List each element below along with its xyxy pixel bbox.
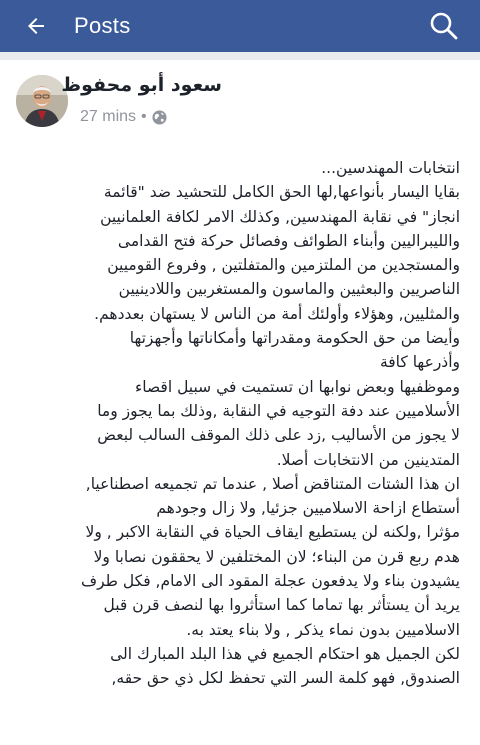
author-name[interactable]: سعود أبو محفوظ — [61, 74, 222, 96]
post-text-line: انجاز" في نقابة المهندسين, وكذلك الامر لكافة العلمانيين — [100, 207, 460, 226]
post-body — [14, 156, 460, 691]
post-text-line: ان هذا الشتات المتناقض أصلا , عندما تم تجميعه اصطناعيا, — [85, 474, 460, 493]
post-text-line: لكن الجميل هو احتكام الجميع في هذا البلد المبارك الى — [110, 644, 460, 663]
post-text-line: وأيضا من حق الحكومة ومقدراتها وأمكاناتها وأجهزتها — [129, 329, 460, 348]
post-text-line: الأسلاميين عند دفة التوجيه في النقابة ,وذلك بما يجوز وما — [97, 401, 460, 420]
post-text-line: مؤثرا ,ولكنه لن يستطيع ايقاف الحياة في النقابة الاكبر , ولا — [85, 523, 460, 542]
post-text-line: وموظفيها وبعض نوابها ان تستميت في سبيل اقصاء — [134, 377, 460, 396]
post-meta — [80, 108, 167, 126]
post-text-line: لا يجوز من الأساليب ,زد على ذلك الموقف السالب لبعض — [97, 426, 460, 445]
post-text-line: وأذرعها كافة — [379, 353, 460, 372]
post-text-line: هدم ربع قرن من البناء؛ لان المختلفين لا يحققون نصابا ولا — [93, 547, 460, 566]
post-text-line: بقايا اليسار بأنواعها,لها الحق الكامل للتحشيد ضد "قائمة — [103, 183, 460, 202]
meta-separator: • — [141, 108, 147, 125]
back-button[interactable] — [16, 6, 56, 46]
top-app-bar — [0, 0, 480, 52]
search-icon — [429, 11, 459, 41]
post-card — [0, 60, 480, 745]
profile-photo — [16, 75, 68, 127]
page-title: Posts — [74, 13, 131, 38]
search-button[interactable] — [424, 6, 464, 46]
avatar[interactable] — [16, 75, 68, 127]
post-text-line: والمستجدين من الملتزمين والمتفلتين , وفروع القوميين — [107, 256, 460, 275]
post-text-line: المتدينين من الانتخابات أصلا. — [276, 450, 460, 469]
post-text-line: الصندوق, فهو كلمة السر التي تحفظ لكل ذي حق حقه, — [111, 669, 460, 688]
post-text-line: انتخابات المهندسين... — [321, 159, 460, 177]
post-text-line: أستطاع ازاحة الاسلاميين جزئيا, ولا زال وجودهم — [156, 499, 460, 518]
post-text-line: والليبراليين وأبناء الطوائف وفصائل حركة فتح القدامى — [117, 231, 460, 250]
globe-icon — [152, 110, 167, 125]
post-text-line: الاسلاميين بدون نماء يذكر , ولا بناء يعتد به. — [186, 620, 460, 639]
post-timestamp[interactable]: 27 mins — [80, 108, 137, 125]
post-text-line: الناصريين والبعثيين والماسون والمستغربين واللادينيين — [118, 280, 460, 299]
post-text-line: يشيدون بناء ولا يدفعون عجلة المقود الى الامام, فكل طرف — [81, 572, 460, 591]
post-header — [0, 60, 480, 140]
post-text-line: يريد أن يستأثر بها تماما كما استأثروا بها لنصف قرن قبل — [103, 596, 460, 615]
arrow-left-icon — [24, 14, 48, 38]
post-text-line: والمثليين, وهؤلاء وأولئك أمة من الناس لا يستهان بعددهم. — [94, 304, 460, 323]
